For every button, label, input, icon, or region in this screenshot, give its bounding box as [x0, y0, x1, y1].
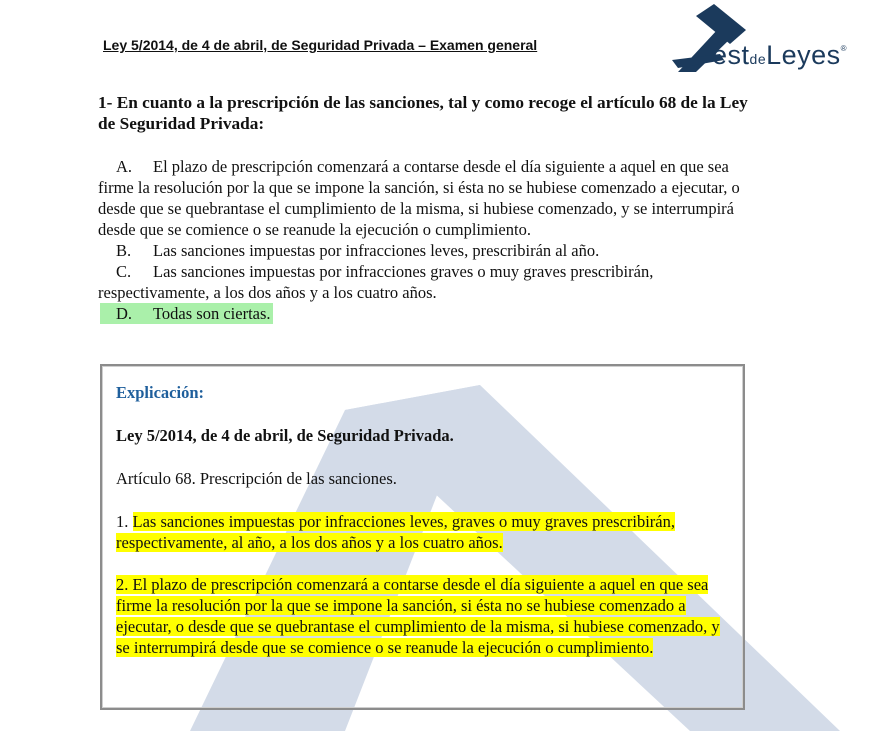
option-letter: A.: [116, 157, 133, 176]
article-paragraph-2: [116, 574, 726, 658]
highlighted-text: Las sanciones impuestas por infracciones leves, graves o muy graves prescribirán, respectivamente, al año, a los dos años y a los cuatro años.: [116, 512, 675, 552]
option-text: Las sanciones impuestas por infracciones graves o muy graves prescribirán, respectivamente, a los dos años y a los cuatro años.: [98, 262, 654, 302]
registered-mark: ®: [840, 44, 848, 53]
option-letter: D.: [116, 304, 133, 323]
highlighted-text: El plazo de prescripción comenzará a contarse desde el día siguiente a aquel en que sea firme la resolución por la que se impone la sanción, si ésta no se hubiese comenzado a ejecutar, o desde que se quebrantase el cumplimiento de la misma, si hubiese comenzado, y se interrumpirá desde que se comience o se reanude la ejecución o cumplimiento.: [116, 575, 720, 657]
option-text: Las sanciones impuestas por infracciones leves, prescribirán al año.: [153, 241, 600, 260]
document-title: Ley 5/2014, de 4 de abril, de Seguridad Privada – Examen general: [103, 37, 538, 53]
testdeleyes-logo: [672, 2, 872, 76]
option-text: Todas son ciertas.: [153, 304, 271, 323]
option-c[interactable]: [98, 261, 748, 303]
option-text: El plazo de prescripción comenzará a contarse desde el día siguiente a aquel en que sea firme la resolución por la que se impone la sanción, si ésta no se hubiese comenzado a ejecutar, o desde que se quebrantase el cumplimiento de la misma, si hubiese comenzado, y se interrumpirá desde que se comience o se reanude la ejecución o cumplimiento.: [98, 157, 740, 239]
option-d[interactable]: [98, 303, 748, 324]
article-heading: Artículo 68. Prescripción de las sanciones.: [116, 469, 397, 488]
article-paragraph-1: [116, 511, 726, 553]
question-text: 1- En cuanto a la prescripción de las sanciones, tal y como recoge el artículo 68 de la Ley de Seguridad Privada:: [98, 93, 748, 133]
law-reference: Ley 5/2014, de 4 de abril, de Seguridad Privada.: [116, 426, 454, 445]
logo-text-de: de: [749, 51, 767, 67]
option-letter: C.: [116, 262, 132, 281]
explanation-title: Explicación:: [116, 383, 205, 402]
correct-answer-highlight: [100, 303, 273, 324]
answer-options: [98, 156, 748, 324]
logo-text-est: est: [712, 40, 750, 70]
paragraph-number: 1.: [116, 512, 129, 531]
option-letter: B.: [116, 241, 132, 260]
option-a[interactable]: [98, 156, 748, 240]
logo-wordmark: [712, 40, 847, 71]
option-b[interactable]: [98, 240, 748, 261]
paragraph-number: 2.: [116, 575, 129, 594]
explanation-box: [100, 364, 745, 710]
logo-text-leyes: Leyes: [766, 40, 841, 70]
